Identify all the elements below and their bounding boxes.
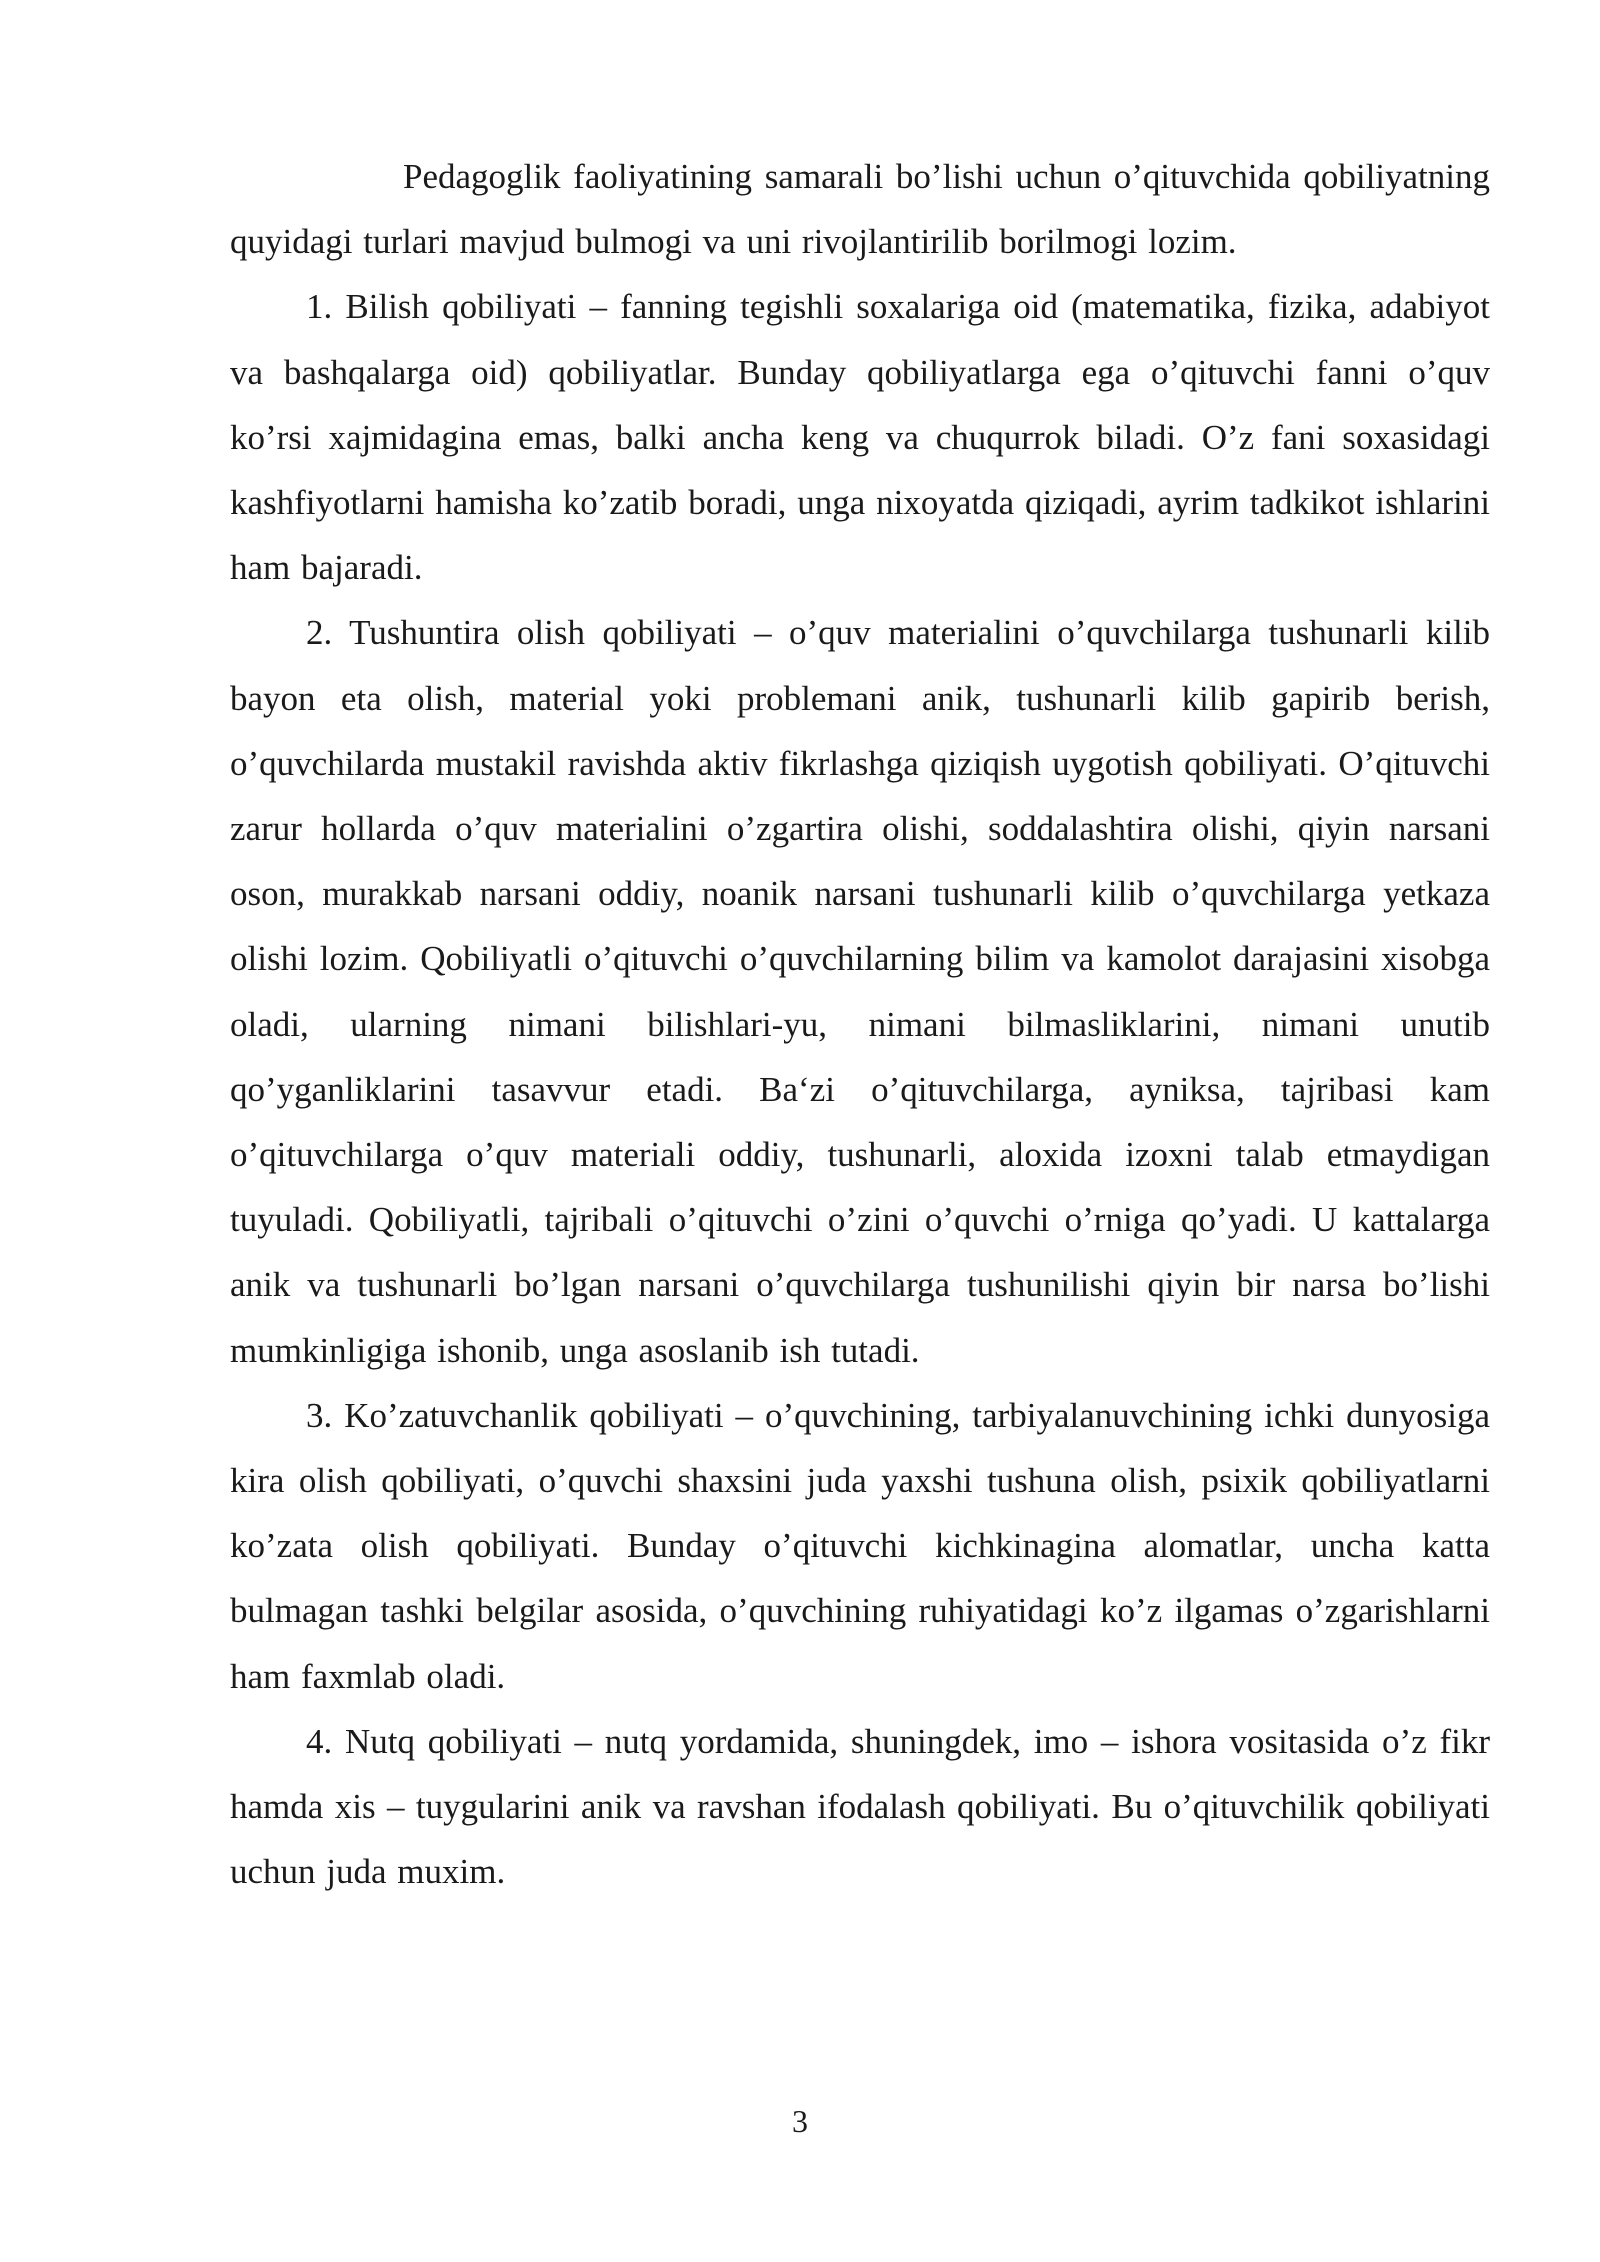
paragraph-bilish-qobiliyati: 1. Bilish qobiliyati – fanning tegishli soxalariga oid (matematika, fizika, adabiyot va bashqalarga oid) qobiliyatlar. Bunday qobiliyatlarga ega o’qituvchi fanni o’quv ko’rsi xajmidagina emas, balki ancha keng va chuqurrok biladi. O’z fani soxasidagi kashfiyotlarni hamisha ko’zatib boradi, unga nixoyatda qiziqadi, ayrim tadkikot ishlarini ham bajaradi. [230, 287, 1490, 588]
page-number: 3 [792, 2103, 808, 2139]
paragraph-tushuntira-olish-qobiliyati: 2. Tushuntira olish qobiliyati – o’quv materialini o’quvchilarga tushunarli kilib bayon eta olish, material yoki problemani anik, tushunarli kilib gapirib berish, o’quvchilarda mustakil ravishda aktiv fikrlashga qiziqish uygotish qobiliyati. O’qituvchi zarur hollarda o’quv materialini o’zgartira olishi, soddalashtira olishi, qiyin narsani oson, murakkab narsani oddiy, noanik narsani tushunarli kilib o’quvchilarga yetkaza olishi lozim. Qobiliyatli o’qituvchi o’quvchilarning bilim va kamolot darajasini xisobga oladi, ularning nimani bilishlari-yu, nimani bilmasliklarini, nimani unutib qo’yganliklarini tasavvur etadi. Ba‘zi o’qituvchilarga, ayniksa, tajribasi kam o’qituvchilarga o’quv materiali oddiy, tushunarli, aloxida izoxni talab etmaydigan tuyuladi. Qobiliyatli, tajribali o’qituvchi o’zini o’quvchi o’rniga qo’yadi. U kattalarga anik va tushunarli bo’lgan narsani o’quvchilarga tushunilishi qiyin bir narsa bo’lishi mumkinligiga ishonib, unga asoslanib ish tutadi. [230, 613, 1490, 1370]
paragraph-intro: Pedagoglik faoliyatining samarali bo’lishi uchun o’qituvchida qobiliyatning quyidagi turlari mavjud bulmogi va uni rivojlantirilib borilmogi lozim. [230, 157, 1490, 262]
paragraph-kozatuvchanlik-qobiliyati: 3. Ko’zatuvchanlik qobiliyati – o’quvchining, tarbiyalanuvchining ichki dunyosiga kira olish qobiliyati, o’quvchi shaxsini juda yaxshi tushuna olish, psixik qobiliyatlarni ko’zata olish qobiliyati. Bunday o’qituvchi kichkinagina alomatlar, uncha katta bulmagan tashki belgilar asosida, o’quvchining ruhiyatidagi ko’z ilgamas o’zgarishlarni ham faxmlab oladi. [230, 1395, 1490, 1696]
paragraph-nutq-qobiliyati: 4. Nutq qobiliyati – nutq yordamida, shuningdek, imo – ishora vositasida o’z fikr hamda xis – tuygularini anik va ravshan ifodalash qobiliyati. Bu o’qituvchilik qobiliyati uchun juda muxim. [230, 1721, 1490, 1892]
page-body [230, 144, 1490, 1904]
